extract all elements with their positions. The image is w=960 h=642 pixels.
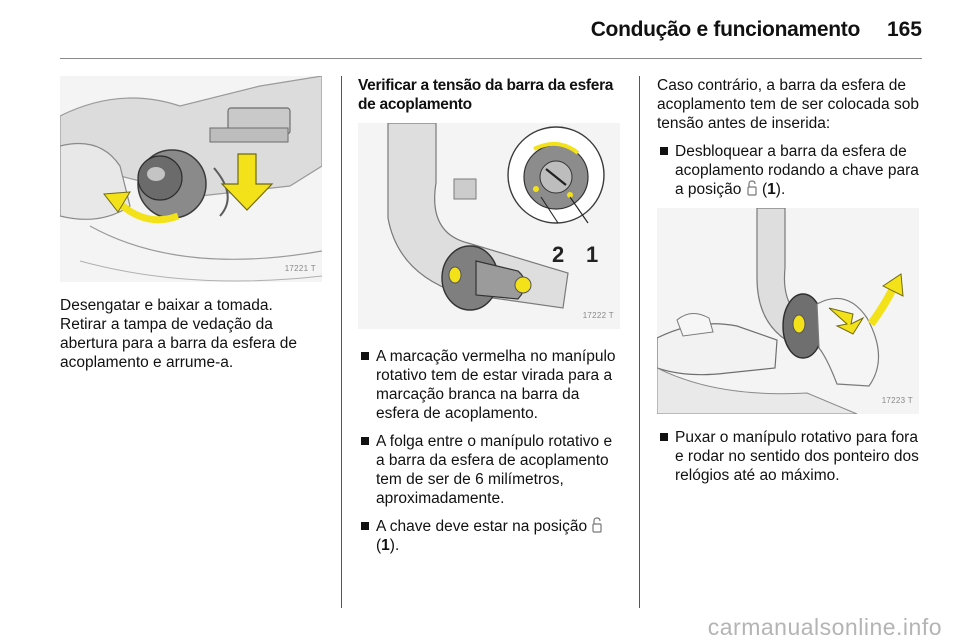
column-3 — [657, 76, 919, 494]
body-paragraph: Caso contrário, a barra da esfera de acoplamento tem de ser colocada sob tensão antes de inserida: — [657, 77, 919, 132]
figure-pull-and-rotate — [657, 208, 919, 414]
illustration-towbar — [358, 123, 620, 329]
list-item: Puxar o manípulo rotativo para fora e rodar no sentido dos ponteiro dos relógios até ao máximo. — [657, 428, 919, 485]
column-1 — [60, 76, 322, 372]
figure-socket-lowering — [60, 76, 322, 282]
unlock-key-icon — [747, 180, 757, 196]
position-reference: 1 — [767, 181, 776, 198]
figure-number: 17223 T — [881, 396, 913, 405]
column-2 — [358, 76, 620, 564]
list-item: A folga entre o manípulo rotativo e a barra da esfera de acoplamento tem de ser de 6 milímetros, aproximadamente. — [358, 432, 620, 508]
list-item: A marcação vermelha no manípulo rotativo tem de estar virada para a marcação branca na barra da esfera de acoplamento. — [358, 347, 620, 423]
bullet-list — [657, 142, 919, 199]
figure-number: 17222 T — [582, 311, 614, 320]
illustration-socket — [60, 76, 322, 282]
column-divider — [639, 76, 640, 608]
page-number: 165 — [886, 18, 922, 41]
page-title: Condução e funcionamento — [590, 18, 860, 41]
list-item-text: A chave deve estar na posição — [376, 518, 588, 535]
position-reference: 1 — [381, 537, 390, 554]
list-item — [657, 142, 919, 199]
column-divider — [341, 76, 342, 608]
list-item-text: Desbloquear a barra da esfera de acoplamento rodando a chave para a posição — [675, 143, 919, 198]
list-item — [358, 517, 620, 555]
header-divider — [60, 58, 922, 59]
figure-towbar-tension — [358, 123, 620, 329]
callout-2: 2 — [552, 242, 565, 267]
illustration-hand-knob — [657, 208, 919, 414]
paren-open: ( — [376, 537, 382, 554]
paren-close: ). — [775, 181, 786, 198]
callout-1: 1 — [586, 242, 599, 267]
bullet-list — [358, 347, 620, 555]
bullet-list — [657, 428, 919, 485]
figure-number: 17221 T — [284, 264, 316, 273]
section-heading: Verificar a tensão da barra da esfera de acoplamento — [358, 77, 614, 113]
paren-close: ). — [389, 537, 400, 554]
paren-open: ( — [761, 181, 768, 198]
body-paragraph: Desengatar e baixar a tomada. Retirar a tampa de vedação da abertura para a barra da esfera de acoplamento e arrume-a. — [60, 297, 297, 371]
unlock-key-icon — [592, 517, 602, 533]
watermark: carmanualsonline.info — [707, 614, 942, 640]
